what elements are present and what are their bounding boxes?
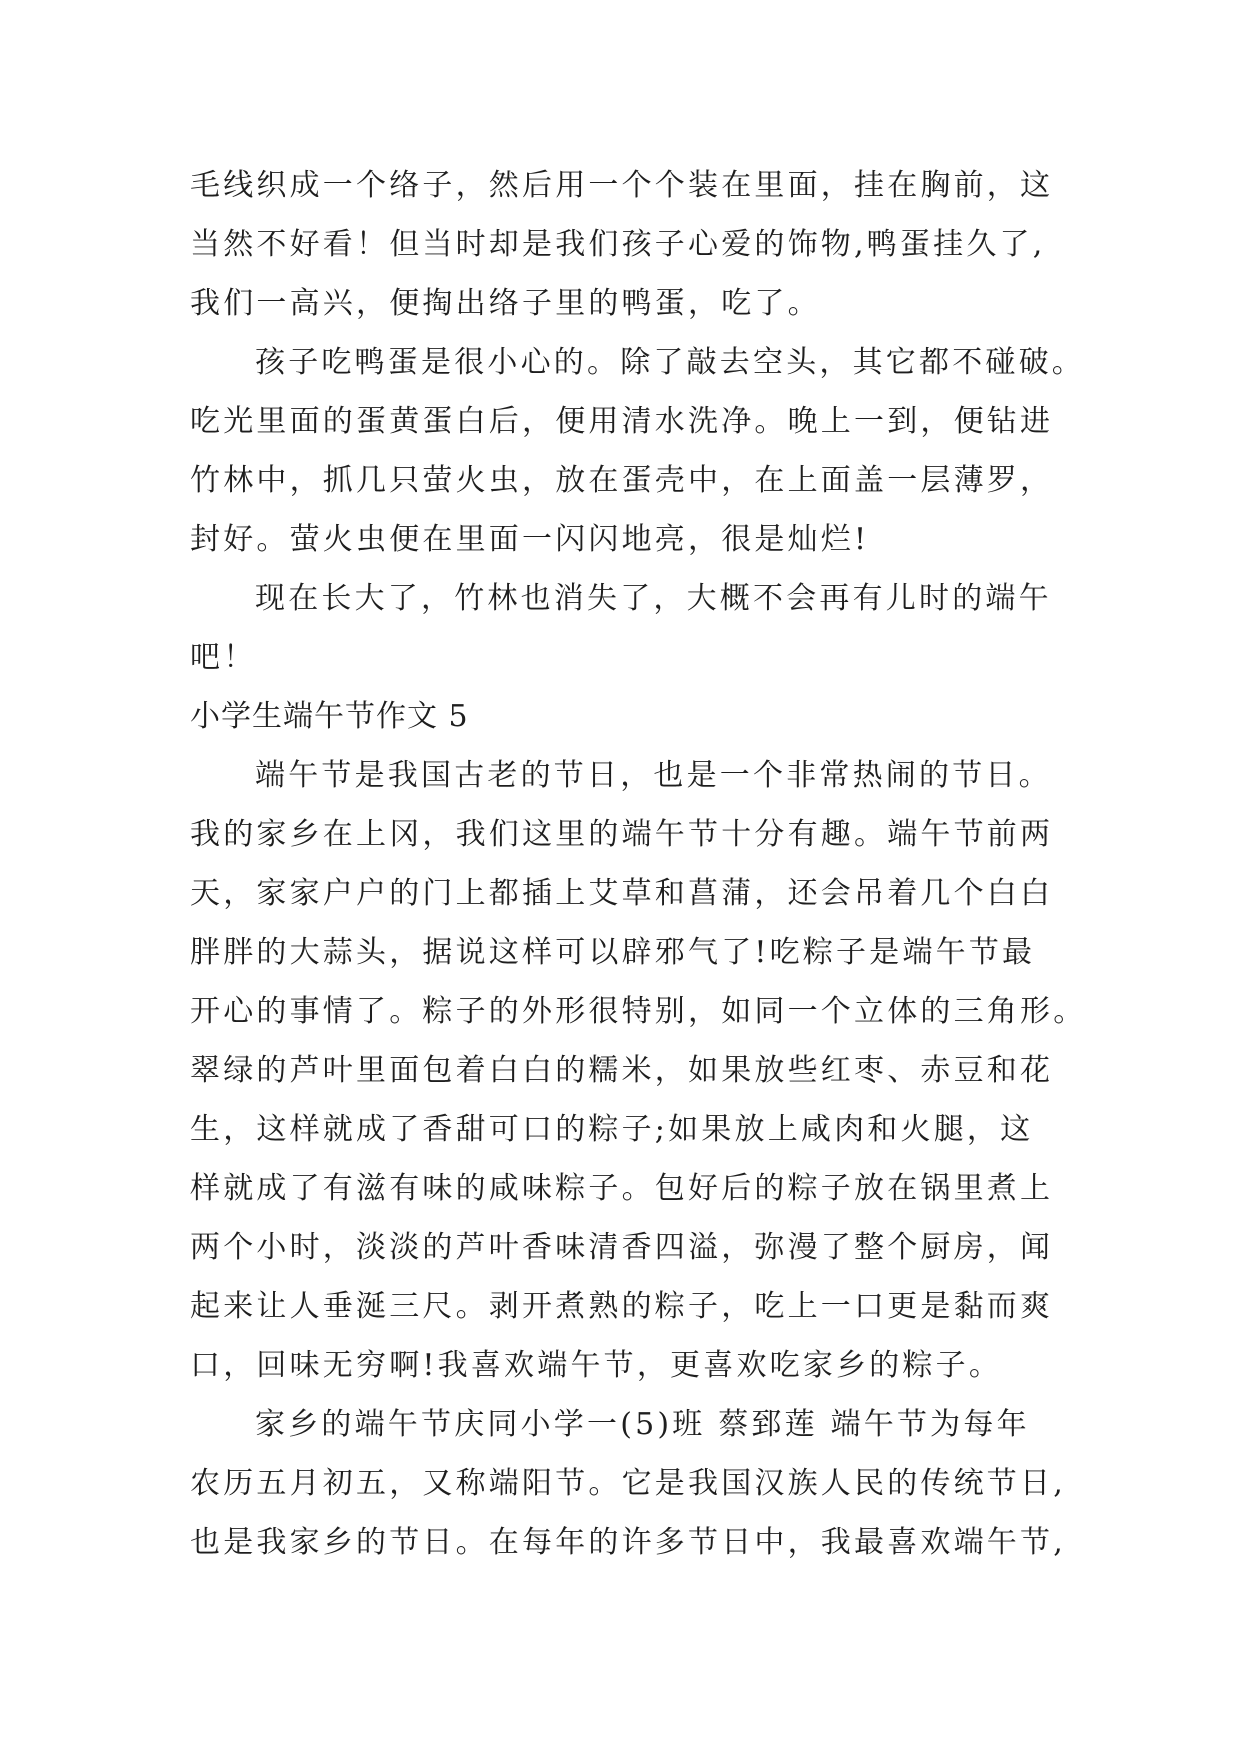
text-line: 也是我家乡的节日。在每年的许多节日中，我最喜欢端午节,: [190, 1525, 1066, 1560]
text-line: 我的家乡在上冈，我们这里的端午节十分有趣。端午节前两: [190, 817, 1054, 852]
text-line: 封好。萤火虫便在里面一闪闪地亮，很是灿烂!: [190, 522, 870, 557]
text-line: 起来让人垂涎三尺。剥开煮熟的粽子，吃上一口更是黏而爽: [190, 1289, 1054, 1324]
paragraph-first-line: 现在长大了，竹林也消失了，大概不会再有儿时的端午: [255, 581, 1052, 616]
paragraph-first-line: 端午节是我国古老的节日，也是一个非常热闹的节日。: [255, 758, 1052, 793]
text-line: 我们一高兴，便掏出络子里的鸭蛋，吃了。: [190, 286, 821, 321]
text-line: 吧！: [190, 640, 257, 675]
paragraph-first-line: 孩子吃鸭蛋是很小心的。除了敲去空头，其它都不碰破。: [255, 345, 1085, 380]
text-line: 农历五月初五，又称端阳节。它是我国汉族人民的传统节日,: [190, 1466, 1066, 1501]
text-line: 开心的事情了。粽子的外形很特别，如同一个立体的三角形。: [190, 994, 1087, 1029]
text-line: 吃光里面的蛋黄蛋白后，便用清水洗净。晚上一到，便钻进: [190, 404, 1054, 439]
text-line: 天，家家户户的门上都插上艾草和菖蒲，还会吊着几个白白: [190, 876, 1054, 911]
text-line: 毛线织成一个络子，然后用一个个装在里面，挂在胸前，这: [190, 168, 1054, 203]
text-line: 生，这样就成了香甜可口的粽子;如果放上咸肉和火腿，这: [190, 1112, 1034, 1147]
section-heading: 小学生端午节作文 5: [190, 699, 469, 734]
text-line: 竹林中，抓几只萤火虫，放在蛋壳中，在上面盖一层薄罗，: [190, 463, 1054, 498]
text-line: 两个小时，淡淡的芦叶香味清香四溢，弥漫了整个厨房，闻: [190, 1230, 1054, 1265]
text-line: 口，回味无穷啊!我喜欢端午节，更喜欢吃家乡的粽子。: [190, 1348, 1003, 1383]
text-line: 当然不好看！但当时却是我们孩子心爱的饰物,鸭蛋挂久了,: [190, 227, 1046, 262]
text-line: 翠绿的芦叶里面包着白白的糯米，如果放些红枣、赤豆和花: [190, 1053, 1054, 1088]
text-line: 样就成了有滋有味的咸味粽子。包好后的粽子放在锅里煮上: [190, 1171, 1054, 1206]
paragraph-first-line: 家乡的端午节庆同小学一(5)班 蔡郅莲 端午节为每年: [255, 1407, 1030, 1442]
text-line: 胖胖的大蒜头，据说这样可以辟邪气了!吃粽子是端午节最: [190, 935, 1036, 970]
